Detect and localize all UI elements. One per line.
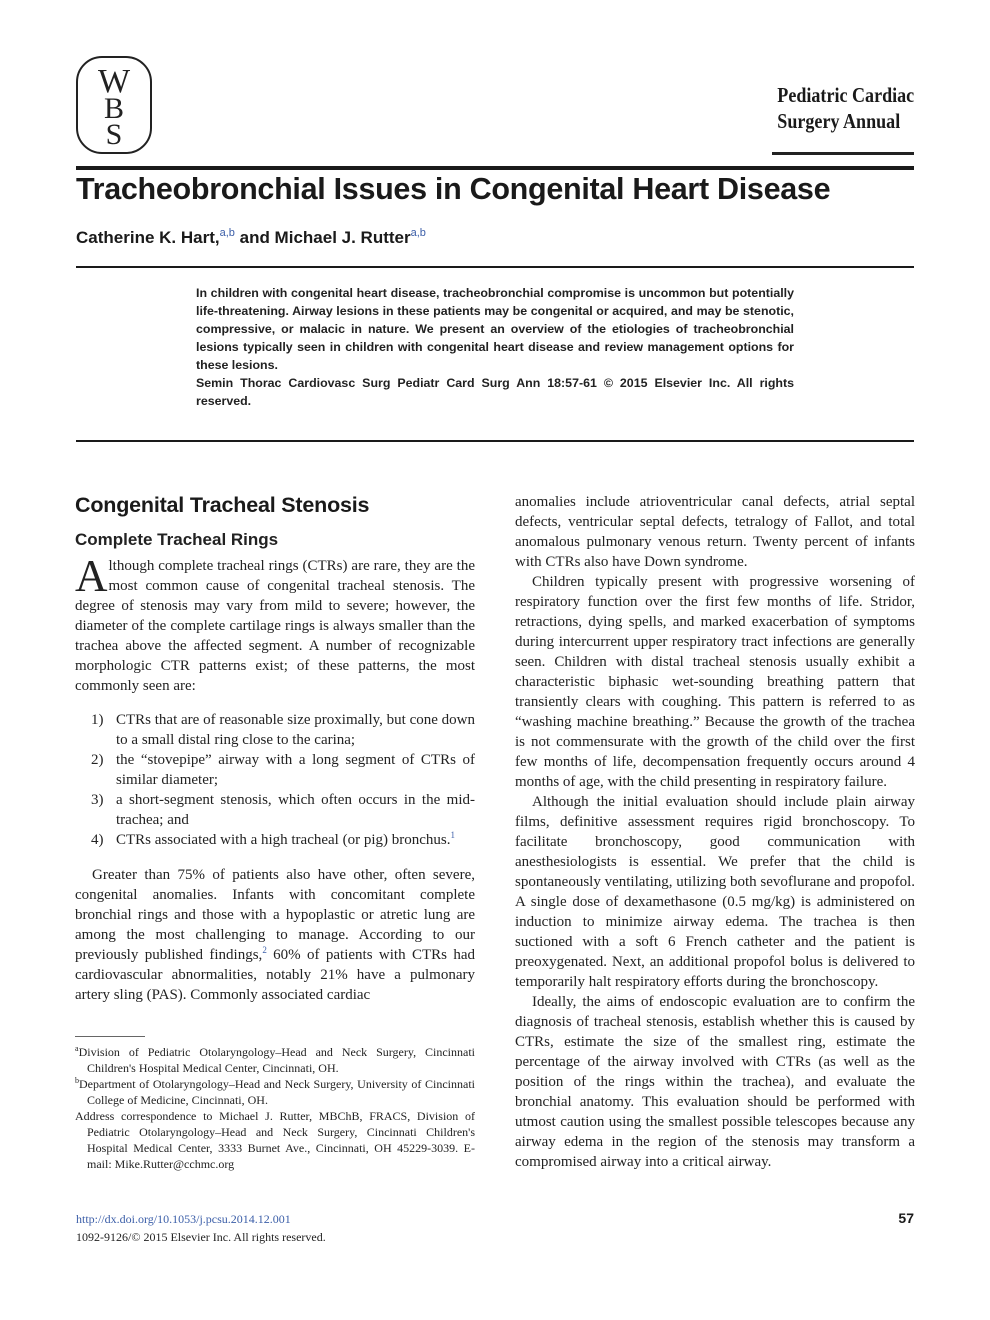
doi-link[interactable]: http://dx.doi.org/10.1053/j.pcsu.2014.12.001 xyxy=(76,1212,291,1226)
affiliation-marker: a xyxy=(75,1044,79,1053)
paragraph-text: 60% of patients with CTRs had cardiovascular abnormalities, notably 21% have a pulmonary artery sling (PAS). Commonly associated cardiac xyxy=(75,947,475,1003)
page-number: 57 xyxy=(898,1210,914,1226)
abstract-rule xyxy=(76,440,914,442)
reference-link[interactable]: 2 xyxy=(262,945,267,955)
svg-text:S: S xyxy=(105,118,123,151)
list-item xyxy=(75,790,475,830)
reference-link[interactable]: 1 xyxy=(450,830,455,840)
affiliation-marker: b xyxy=(75,1076,79,1085)
drop-cap: A xyxy=(75,551,108,601)
list-text: the “stovepipe” airway with a long segment of CTRs of similar diameter; xyxy=(116,752,475,788)
authors-rule xyxy=(76,266,914,268)
footnotes xyxy=(75,1044,475,1172)
list-item xyxy=(75,710,475,750)
intro-paragraph xyxy=(75,551,475,696)
article-title: Tracheobronchial Issues in Congenital Heart Disease xyxy=(76,172,831,206)
author-2: and Michael J. Rutter xyxy=(234,228,411,247)
right-column xyxy=(515,492,915,1172)
paragraph xyxy=(75,865,475,1005)
author-list xyxy=(76,228,426,248)
subsection-heading: Complete Tracheal Rings xyxy=(75,530,279,549)
list-number: 4) xyxy=(91,832,104,848)
list-number: 2) xyxy=(91,752,104,768)
list-text: CTRs that are of reasonable size proximally, but cone down to a small distal ring close to the carina; xyxy=(116,712,475,748)
paragraph: Children typically present with progressive worsening of respiratory function over the first few months of life. Stridor, retractions, dying spells, and marked exacerbation of symptoms during intercurrent upper respiratory tract infections are generally seen. Children with distal tracheal stenosis usually exhibit a characteristic biphasic wet-sounding breathing pattern that transiently clears with coughing. This pattern is referred to as “washing machine breathing.” Because the growth of the trachea is not commensurate with the growth of the child over the first few months of life, decompensation frequently occurs around 4 months of age, with the child presenting in respiratory failure. xyxy=(515,574,915,790)
list-text-content: CTRs associated with a high tracheal (or pig) bronchus. xyxy=(116,832,451,848)
paragraph: Although the initial evaluation should include plain airway films, definitive assessment requires rigid bronchoscopy. To facilitate bronchoscopy, good communication with anesthesiologists is essential. We prefer that the child is spontaneously ventilating, utilizing both sevoflurane and propofol. A single dose of dexamethasone (0.5 mg/kg) is administered on induction to minimize airway edema. The trachea is then suctioned with a soft 6 French catheter and the patient is preoxygenated. Next, an additional propofol bolus is delivered to temporarily halt respiratory efforts during the bronchoscopy. xyxy=(515,794,915,990)
paragraph-text: Greater than 75% of patients also have other, often severe, congenital anomalies. Infants with concomitant complete bronchial rings and those with a hypoplastic or atretic lung are among the most challenging to manage. According to our previously published findings, xyxy=(75,867,475,963)
author-2-affiliation[interactable]: a,b xyxy=(410,227,426,239)
journal-name-line1: Pediatric Cardiac xyxy=(777,83,914,107)
affiliation-b xyxy=(75,1076,475,1108)
wbs-logo-icon xyxy=(78,58,150,152)
author-1-affiliation[interactable]: a,b xyxy=(219,227,235,239)
list-number: 3) xyxy=(91,792,104,808)
intro-paragraph-text: lthough complete tracheal rings (CTRs) are rare, they are the most common cause of congenital tracheal stenosis. The degree of stenosis may vary from mild to severe; however, the diameter of the complete cartilage rings is always smaller than the trachea above the affected segment. A number of recognizable morphologic CTR patterns exist; of these patterns, the most commonly seen are: xyxy=(75,558,475,694)
list-item xyxy=(75,830,475,850)
journal-underline xyxy=(772,152,914,155)
list-number: 1) xyxy=(91,712,104,728)
issn-copyright: 1092-9126/© 2015 Elsevier Inc. All rights reserved. xyxy=(76,1230,326,1244)
footnote-rule xyxy=(75,1036,145,1037)
list-text: a short-segment stenosis, which often occurs in the mid-trachea; and xyxy=(116,792,475,828)
section-heading: Congenital Tracheal Stenosis xyxy=(75,493,370,517)
affiliation-a xyxy=(75,1044,475,1076)
affiliation-text: Division of Pediatric Otolaryngology–Head and Neck Surgery, Cincinnati Children's Hospital Medical Center, Cincinnati, OH. xyxy=(78,1045,475,1075)
title-top-rule xyxy=(76,166,914,170)
citation-line: Semin Thorac Cardiovasc Surg Pediatr Card Surg Ann 18:57-61 © 2015 Elsevier Inc. All rights reserved. xyxy=(196,376,794,408)
list-text xyxy=(116,830,475,850)
journal-name xyxy=(777,82,914,134)
publisher-logo xyxy=(76,56,152,154)
abstract-text: In children with congenital heart disease, tracheobronchial compromise is uncommon but potentially life-threatening. Airway lesions in these patients may be congenital or acquired, and may be stenotic, compressive, or malacic in nature. We present an overview of the etiologies of tracheobronchial lesions typically seen in children with congenital heart disease and review management options for these lesions. xyxy=(196,286,794,372)
paragraph: anomalies include atrioventricular canal defects, atrial septal defects, ventricular septal defects, tetralogy of Fallot, and total anomalous pulmonary venous return. Twenty percent of infants with CTRs also have Down syndrome. xyxy=(515,494,915,570)
paragraph: Ideally, the aims of endoscopic evaluation are to confirm the diagnosis of tracheal stenosis, establish whether this is caused by CTRs, estimate the size of the smallest ring, estimate the percentage of the airway involved with CTRs (as well as the position of the rings within the trachea), and evaluate the bronchial anatomy. This evaluation should be performed with utmost caution using the smallest possible telescopes because any airway edema in the region of the stenosis may transform a compromised airway into a critical airway. xyxy=(515,994,915,1170)
abstract xyxy=(196,284,794,410)
list-item xyxy=(75,750,475,790)
correspondence-address: Address correspondence to Michael J. Rutter, MBChB, FRACS, Division of Pediatric Otolaryngology–Head and Neck Surgery, Cincinnati Children's Hospital Medical Center, 3333 Burnet Ave., Cincinnati, OH 45229-3039. E-mail: Mike.Rutter@cchmc.org xyxy=(75,1109,475,1171)
author-1: Catherine K. Hart, xyxy=(76,228,220,247)
left-column xyxy=(75,490,475,1005)
svg-text:W: W xyxy=(97,63,131,100)
svg-text:B: B xyxy=(103,92,125,125)
ctr-pattern-list xyxy=(75,710,475,850)
affiliation-text: Department of Otolaryngology–Head and Neck Surgery, University of Cincinnati College of Medicine, Cincinnati, OH. xyxy=(79,1077,475,1107)
journal-name-line2: Surgery Annual xyxy=(777,109,901,133)
